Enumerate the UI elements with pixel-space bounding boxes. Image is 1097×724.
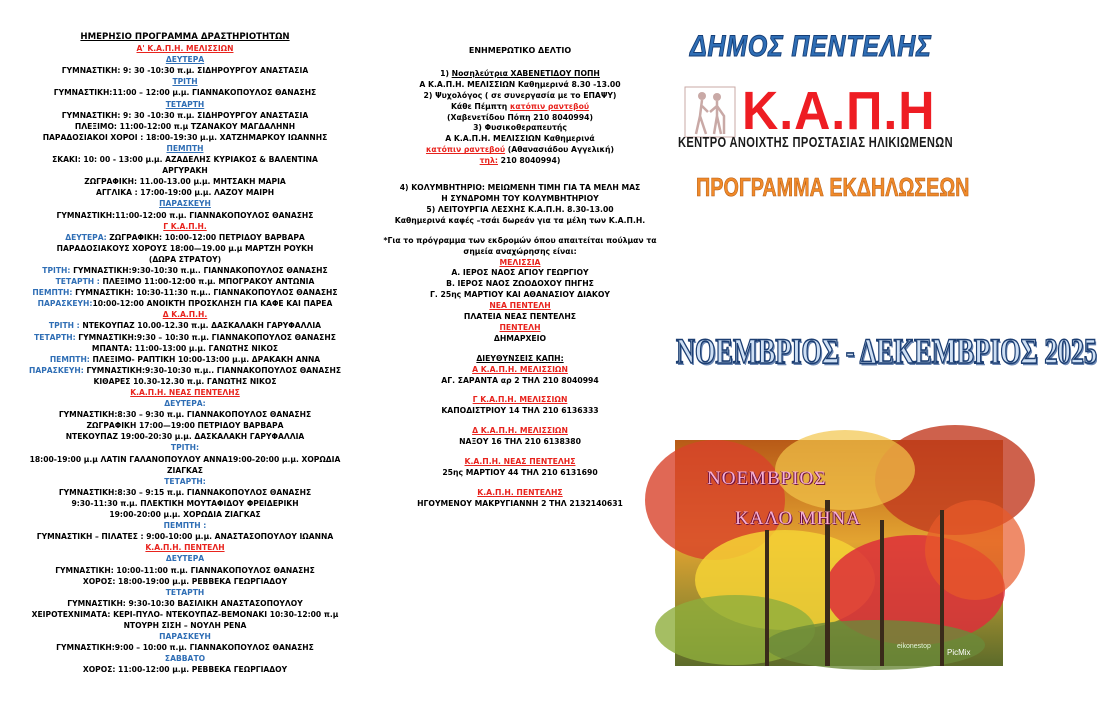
program-line: ΔΕΥΤΕΡΑ <box>165 554 205 564</box>
program-line: ΓΥΜΝΑΣΤΙΚΗ:8:30 – 9:30 π.μ. ΓΙΑΝΝΑΚΟΠΟΥΛΟΣ ΘΑΝΑΣΗΣ <box>58 410 312 420</box>
bulletin-line: σημεία αναχώρησης είναι: <box>463 246 577 256</box>
elderly-couple-logo-icon <box>684 86 736 138</box>
program-line: Κ.Α.Π.Η. ΝΕΑΣ ΠΕΝΤΕΛΗΣ <box>130 388 240 397</box>
bulletin-line: 1) Νοσηλεύτρια ΧΑΒΕΝΕΤΙΔΟΥ ΠΟΠΗ <box>440 68 600 78</box>
program-line: Δ Κ.Α.Π.Η. <box>162 310 208 320</box>
spacer <box>350 479 690 488</box>
program-line: ΠΕΜΠΤΗ: ΠΛΕΞΙΜΟ- ΡΑΠΤΙΚΗ 10:00-13:00 μ.μ. ΔΡΑΚΑΚΗ ΑΝΝΑ <box>49 354 321 364</box>
bulletin-line: ΗΓΟΥΜΕΝΟΥ ΜΑΚΡΥΓΙΑΝΝΗ 2 ΤΗΛ 2132140631 <box>417 498 623 508</box>
program-line: ΤΡΙΤΗ <box>172 77 198 87</box>
program-line: ΠΑΡΑΣΚΕΥΗ:10:00-12:00 ΑΝΟΙΚΤΗ ΠΡΟΣΚΛΗΣΗ ΓΙΑ ΚΑΦΕ ΚΑΙ ΠΑΡΕΑ <box>37 299 333 309</box>
bulletin-line: ΑΓ. ΣΑΡΑΝΤΑ αρ 2 ΤΗΛ 210 8040994 <box>441 375 599 385</box>
program-line: ΔΕΥΤΕΡΑ: ΖΩΓΡΑΦΙΚΗ: 10:00-12:00 ΠΕΤΡΙΔΟΥ ΒΑΡΒΑΡΑ <box>65 232 305 242</box>
program-line: 19:00-20:00 μ.μ. ΧΟΡΩΔΙΑ ΖΙΑΓΚΑΣ <box>109 510 261 520</box>
program-line: ΠΑΡΑΣΚΕΥΗ: ΓΥΜΝΑΣΤΙΚΗ:9:30-10:30 π.μ.. ΓΙΑΝΝΑΚΟΠΟΥΛΟΣ ΘΑΝΑΣΗΣ <box>28 365 342 375</box>
bulletin-line: Δ Κ.Α.Π.Η. ΜΕΛΙΣΣΙΩΝ <box>472 426 568 436</box>
program-line: Α' Κ.Α.Π.Η. ΜΕΛΙΣΣΙΩΝ <box>136 44 234 54</box>
program-line: ΑΓΓΛΙΚΑ : 17:00-19:00 μ.μ. ΛΑΖΟΥ ΜΑΙΡΗ <box>95 188 275 198</box>
bulletin-line: Α Κ.Α.Π.Η. ΜΕΛΙΣΣΙΩΝ Καθημερινά <box>445 134 595 144</box>
program-line: ΓΥΜΝΑΣΤΙΚΗ:9:00 – 10:00 π.μ. ΓΙΑΝΝΑΚΟΠΟΥΛΟΣ ΘΑΝΑΣΗΣ <box>56 643 314 653</box>
bulletin-line: Κάθε Πέμπτη κατόπιν ραντεβού <box>450 101 590 111</box>
daily-program-column <box>20 32 350 675</box>
bulletin-line: Κ.Α.Π.Η. ΠΕΝΤΕΛΗΣ <box>477 487 563 497</box>
program-line: ΤΕΤΑΡΤΗ <box>165 587 205 597</box>
program-line: ΓΥΜΝΑΣΤΙΚΗ: 10:00-11:00 π.μ. ΓΙΑΝΝΑΚΟΠΟΥΛΟΣ ΘΑΝΑΣΗΣ <box>55 565 315 575</box>
bulletin-line: Α Κ.Α.Π.Η. ΜΕΛΙΣΣΙΩΝ Καθημερινά 8.30 -13.00 <box>419 79 621 89</box>
months-title: ΝΟΕΜΒΡΙΟΣ - ΔΕΚΕΜΒΡΙΟΣ 2025 <box>676 331 1097 371</box>
program-line: ΓΥΜΝΑΣΤΙΚΗ: 9:30-10:30 ΒΑΣΙΛΙΚΗ ΑΝΑΣΤΑΣΟΠΟΥΛΟΥ <box>67 598 303 608</box>
bulletin-title: ΕΝΗΜΕΡΩΤΙΚΟ ΔΕΛΤΙΟ <box>468 46 572 55</box>
program-line: ΤΡΙΤΗ: ΓΥΜΝΑΣΤΙΚΗ:9:30-10:30 π.μ.. ΓΙΑΝΝΑΚΟΠΟΥΛΟΣ ΘΑΝΑΣΗΣ <box>42 265 328 275</box>
program-line: ΤΡΙΤΗ : ΝΤΕΚΟΥΠΑΖ 10.00-12.30 π.μ. ΔΑΣΚΑΛΑΚΗ ΓΑΡΥΦΑΛΛΙΑ <box>48 321 322 331</box>
program-line: ΤΡΙΤΗ: <box>170 443 200 453</box>
kapi-full-name: ΚΕΝΤΡΟ ΑΝΟΙΧΤΗΣ ΠΡΟΣΤΑΣΙΑΣ ΗΛΙΚΙΩΜΕΝΩΝ <box>678 134 953 151</box>
program-line: ΠΕΜΠΤΗ <box>166 143 204 153</box>
bulletin-line: Καθημερινά καφές –τσάι δωρεάν για τα μέλη των Κ.Α.Π.Η. <box>394 215 646 225</box>
program-line: ΗΜΕΡΗΣΙΟ ΠΡΟΓΡΑΜΜΑ ΔΡΑΣΤΗΡΙΟΤΗΤΩΝ <box>80 32 290 42</box>
bulletin-line: ΔΗΜΑΡΧΕΙΟ <box>493 333 547 343</box>
program-line: ΔΕΥΤΕΡΑ <box>165 55 205 65</box>
bulletin-line: Β. ΙΕΡΟΣ ΝΑΟΣ ΖΩΟΔΟΧΟΥ ΠΗΓΗΣ <box>446 279 594 289</box>
program-line: ΓΥΜΝΑΣΤΙΚΗ:8:30 – 9:15 π.μ. ΓΙΑΝΝΑΚΟΠΟΥΛΟΣ ΘΑΝΑΣΗΣ <box>58 487 312 497</box>
bulletin-line: τηλ: 210 8040994) <box>479 156 561 166</box>
bulletin-line: Γ Κ.Α.Π.Η. ΜΕΛΙΣΣΙΩΝ <box>472 395 568 405</box>
program-line: ΠΕΜΠΤΗ: ΓΥΜΝΑΣΤΙΚΗ: 10:30-11:30 π.μ.. ΓΙΑΝΝΑΚΟΠΟΥΛΟΣ ΘΑΝΑΣΗΣ <box>32 288 338 298</box>
program-line: ΤΕΤΑΡΤΗ: <box>164 476 206 486</box>
bulletin-line: ΔΙΕΥΘΥΝΣΕΙΣ ΚΑΠΗ: <box>476 353 564 363</box>
program-line: (ΔΩΡΑ ΣΤΡΑΤΟΥ) <box>148 254 222 264</box>
photo-month-text: ΝΟΕΜΒΡΙΟΣ <box>707 468 827 489</box>
photo-credit: eikonestop <box>897 643 931 650</box>
bulletin-line: ΜΕΛΙΣΣΙΑ <box>499 257 541 267</box>
bulletin-line: Γ. 25ης ΜΑΡΤΙΟΥ ΚΑΙ ΑΘΑΝΑΣΙΟΥ ΔΙΑΚΟΥ <box>430 290 610 300</box>
spacer <box>350 227 690 236</box>
program-line: ΠΑΡΑΔΟΣΙΑΚΟΥΣ ΧΟΡΟΥΣ 18:00—19.00 μ.μ ΜΑΡΤΖΗ ΡΟΥΚΗ <box>56 243 314 253</box>
program-line: ΧΟΡΟΣ: 18:00-19:00 μ.μ. ΡΕΒΒΕΚΑ ΓΕΩΡΓΙΑΔΟΥ <box>82 576 288 586</box>
program-line: ΓΥΜΝΑΣΤΙΚΗ – ΠΙΛΑΤΕΣ : 9:00-10:00 μ.μ. ΑΝΑΣΤΑΣΟΠΟΥΛΟΥ ΙΩΑΝΝΑ <box>36 532 334 542</box>
spacer <box>350 417 690 426</box>
bulletin-line: Η ΣΥΝΔΡΟΜΗ ΤΟΥ ΚΟΛΥΜΒΗΤΗΡΙΟΥ <box>441 193 599 203</box>
program-line: ΔΕΥΤΕΡΑ: <box>164 399 206 409</box>
program-line: ΧΕΙΡΟΤΕΧΝΙΜΑΤΑ: ΚΕΡΙ-ΠΥΛΟ- ΝΤΕΚΟΥΠΑΖ-ΒΕΜΟΝΑΚΙ 10:30-12:00 π.μ <box>31 609 339 619</box>
program-line: ΑΡΓΥΡΑΚΗ <box>162 166 208 176</box>
program-line: ΤΕΤΑΡΤΗ : ΠΛΕΞΙΜΟ 11:00-12:00 π.μ. ΜΠΟΓΡΑΚΟΥ ΑΝΤΩΝΙΑ <box>55 277 315 287</box>
bulletin-line: Α. ΙΕΡΟΣ ΝΑΟΣ ΑΓΙΟΥ ΓΕΩΡΓΙΟΥ <box>451 268 589 278</box>
program-line: ΧΟΡΟΣ: 11:00-12:00 μ.μ. ΡΕΒΒΕΚΑ ΓΕΩΡΓΙΑΔΟΥ <box>82 665 288 675</box>
bulletin-line: ΠΕΝΤΕΛΗ <box>499 322 541 332</box>
bulletin-line: Α Κ.Α.Π.Η. ΜΕΛΙΣΣΙΩΝ <box>472 364 568 374</box>
news-bulletin-column <box>350 46 690 510</box>
program-line: ΣΚΑΚΙ: 10: 00 - 13:00 μ.μ. ΑΖΑΔΕΛΗΣ ΚΥΡΙΑΚΟΣ & ΒΑΛΕΝΤΙΝΑ <box>52 155 318 165</box>
spacer <box>350 448 690 457</box>
program-line: ΖΩΓΡΑΦΙΚΗ: 11.00-13.00 μ.μ. ΜΗΤΣΑΚΗ ΜΑΡΙΑ <box>84 177 286 187</box>
photo-greeting-text: ΚΑΛΟ ΜΗΝΑ <box>735 508 861 529</box>
program-line: 9:30-11:30 π.μ. ΠΛΕΚΤΙΚΗ ΜΟΥΤΑΦΙΔΟΥ ΦΡΕΙΔΕΡΙΚΗ <box>71 498 299 508</box>
bulletin-line: 25ης ΜΑΡΤΙΟΥ 44 ΤΗΛ 210 6131690 <box>442 468 598 477</box>
program-line: ΝΤΟΥΡΗ ΣΙΣΗ – ΝΟΥΛΗ ΡΕΝΑ <box>123 620 247 630</box>
autumn-forest-photo <box>675 440 1003 666</box>
bulletin-line: Κ.Α.Π.Η. ΝΕΑΣ ΠΕΝΤΕΛΗΣ <box>464 457 576 467</box>
spacer <box>350 167 690 183</box>
bulletin-line: κατόπιν ραντεβού (Αθανασιάδου Αγγελική) <box>425 145 615 155</box>
bulletin-line: ΝΕΑ ΠΕΝΤΕΛΗ <box>489 301 551 311</box>
program-line: ΠΑΡΑΣΚΕΥΗ <box>159 632 211 642</box>
program-line: ΠΛΕΞΙΜΟ: 11:00-12:00 π.μ ΤΖΑΝΑΚΟΥ ΜΑΓΔΑΛΗΝΗ <box>74 121 296 131</box>
cover-column <box>660 0 1097 724</box>
program-line: ΤΕΤΑΡΤΗ: ΓΥΜΝΑΣΤΙΚΗ:9:30 – 10:30 π.μ. ΓΙΑΝΝΑΚΟΠΟΥΛΟΣ ΘΑΝΑΣΗΣ <box>34 332 336 342</box>
program-line: Κ.Α.Π.Η. ΠΕΝΤΕΛΗ <box>145 543 225 553</box>
program-line: ΜΠΑΝΤΑ: 11:00-13:00 μ.μ. ΓΑΝΩΤΗΣ ΝΙΚΟΣ <box>91 343 279 353</box>
photo-watermark: PicMix <box>947 648 971 657</box>
program-line: Γ Κ.Α.Π.Η. <box>163 221 207 231</box>
bulletin-line: ΝΑΞΟΥ 16 ΤΗΛ 210 6138380 <box>459 437 581 447</box>
spacer <box>350 386 690 395</box>
program-line: ΣΑΒΒΑΤΟ <box>164 654 206 664</box>
program-line: ΖΙΑΓΚΑΣ <box>167 465 203 475</box>
spacer <box>350 345 690 354</box>
program-line: ΚΙΘΑΡΕΣ 10.30-12.30 π.μ. ΓΑΝΩΤΗΣ ΝΙΚΟΣ <box>93 376 277 386</box>
bulletin-line: 2) Ψυχολόγος ( σε συνεργασία με το ΕΠΑΨΥ) <box>423 90 617 100</box>
program-line: ΓΥΜΝΑΣΤΙΚΗ: 9: 30 -10:30 π.μ. ΣΙΔΗΡΟΥΡΓΟΥ ΑΝΑΣΤΑΣΙΑ <box>61 110 309 120</box>
program-line: 18:00-19:00 μ.μ ΛΑΤΙΝ ΓΑΛΑΝΟΠΟΥΛΟΥ ΑΝΝΑ19:00-20:00 μ.μ. ΧΟΡΩΔΙΑ <box>29 454 341 464</box>
bulletin-line: ΚΑΠΟΔΙΣΤΡΙΟΥ 14 ΤΗΛ 210 6136333 <box>441 406 599 416</box>
program-line: ΓΥΜΝΑΣΤΙΚΗ:11:00 – 12:00 μ.μ. ΓΙΑΝΝΑΚΟΠΟΥΛΟΣ ΘΑΝΑΣΗΣ <box>53 88 317 98</box>
kapi-title: Κ.Α.Π.Η <box>742 81 936 141</box>
program-line: ΠΕΜΠΤΗ : <box>163 521 207 531</box>
bulletin-line: (Χαβενετίδου Πόπη 210 8040994) <box>447 112 593 122</box>
bulletin-line: ΠΛΑΤΕΙΑ ΝΕΑΣ ΠΕΝΤΕΛΗΣ <box>463 312 577 322</box>
bulletin-line: 5) ΛΕΙΤΟΥΡΓΙΑ ΛΕΣΧΗΣ Κ.Α.Π.Η. 8.30-13.00 <box>426 204 614 214</box>
bulletin-line: *Για το πρόγραμμα των εκδρομών όπου απαιτείται πούλμαν τα <box>383 235 657 245</box>
program-line: ΓΥΜΝΑΣΤΙΚΗ: 9: 30 -10:30 π.μ. ΣΙΔΗΡΟΥΡΓΟΥ ΑΝΑΣΤΑΣΙΑ <box>61 66 309 76</box>
municipality-title: ΔΗΜΟΣ ΠΕΝΤΕΛΗΣ <box>690 30 932 63</box>
program-line: ΤΕΤΑΡΤΗ <box>165 99 205 109</box>
program-line: ΖΩΓΡΑΦΙΚΗ 17:00—19:00 ΠΕΤΡΙΔΟΥ ΒΑΡΒΑΡΑ <box>86 421 284 431</box>
program-line: ΠΑΡΑΣΚΕΥΗ <box>159 199 211 209</box>
program-line: ΓΥΜΝΑΣΤΙΚΗ:11:00-12:00 π.μ. ΓΙΑΝΝΑΚΟΠΟΥΛΟΣ ΘΑΝΑΣΗΣ <box>56 210 314 220</box>
program-line: ΠΑΡΑΔΟΣΙΑΚΟΙ ΧΟΡΟΙ : 18:00-19:30 μ.μ. ΧΑΤΖΗΜΑΡΚΟΥ ΙΩΑΝΝΗΣ <box>42 132 328 142</box>
program-line: ΝΤΕΚΟΥΠΑΖ 19:00-20:30 μ.μ. ΔΑΣΚΑΛΑΚΗ ΓΑΡΥΦΑΛΛΙΑ <box>65 432 305 442</box>
bulletin-line: 3) Φυσικοθεραπευτής <box>473 123 567 133</box>
program-title: ΠΡΟΓΡΑΜΜΑ ΕΚΔΗΛΩΣΕΩΝ <box>696 172 970 202</box>
bulletin-line: 4) ΚΟΛΥΜΒΗΤΗΡΙΟ: ΜΕΙΩΜΕΝΗ ΤΙΜΗ ΓΙΑ ΤΑ ΜΕΛΗ ΜΑΣ <box>399 183 641 193</box>
